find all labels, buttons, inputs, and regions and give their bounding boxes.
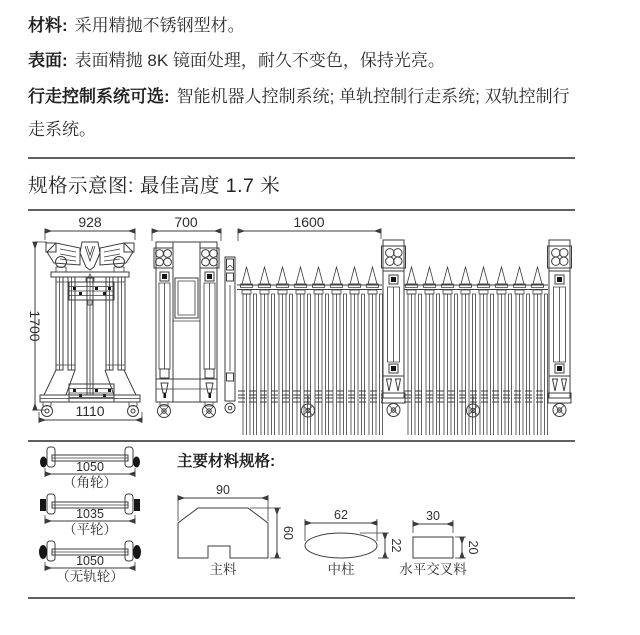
head-top-carriage	[69, 278, 114, 305]
main-profile-width: 90	[216, 483, 230, 497]
head-crown	[46, 242, 134, 277]
center-post-height: 22	[389, 538, 403, 553]
material-specs-title: 主要材料规格:	[177, 453, 276, 470]
center-post-width: 62	[334, 508, 348, 522]
surface-text: 表面精抛 8K 镜面处理，耐久不变色，保持光亮。	[74, 51, 445, 70]
divider-bottom	[28, 597, 575, 599]
material-line	[28, 9, 584, 42]
corner-wheel-label: （角轮）	[63, 475, 117, 490]
corner-wheel-dim: 1050	[76, 460, 104, 474]
dim-head-base-width	[39, 403, 142, 423]
material-text: 采用精抛不锈钢型材。	[74, 16, 245, 35]
flat-wheel-dim: 1035	[76, 507, 104, 521]
dim-head-height	[27, 242, 47, 410]
wheel-assembly-trackless	[39, 541, 141, 584]
gate-diagram	[0, 203, 640, 435]
wheel-assembly-flat	[40, 494, 140, 537]
bay1-guide-wheel	[302, 396, 315, 417]
dim-head-top-width	[45, 214, 135, 240]
retractable-fence	[237, 214, 572, 435]
trackless-wheel-label: （无轨轮）	[56, 569, 124, 584]
dim-body-width	[152, 214, 221, 241]
flat-wheel-label: （平轮）	[63, 522, 117, 537]
cross-bar-label: 水平交叉料	[399, 562, 467, 577]
control-text: 智能机器人控制系统; 单轨控制行走系统; 双轨控制行走系统。	[28, 87, 570, 139]
center-post-label: 中柱	[327, 562, 355, 577]
control-line	[28, 80, 584, 146]
main-profile-height: 60	[281, 526, 295, 540]
bay2-guide-wheel	[467, 396, 480, 417]
cross-bar-height: 20	[466, 540, 480, 555]
head-side-view	[152, 214, 235, 418]
fence-bay-2	[404, 267, 548, 435]
cross-bar-width: 30	[426, 509, 440, 523]
connector-post	[225, 257, 235, 413]
surface-label: 表面:	[28, 51, 68, 70]
head-front-view	[27, 214, 142, 423]
dim-1600: 1600	[293, 214, 325, 230]
center-post-drawing	[305, 508, 403, 577]
surface-line	[28, 44, 584, 77]
head-bottom-carriage	[69, 384, 114, 402]
main-profile-label: 主料	[209, 562, 237, 577]
fence-bay-1	[237, 267, 383, 435]
dim-700: 700	[174, 214, 198, 230]
dim-928: 928	[78, 214, 102, 230]
divider-top	[28, 157, 575, 159]
main-profile-drawing	[178, 483, 295, 577]
control-label: 行走控制系统可选:	[28, 87, 170, 106]
dim-1700: 1700	[27, 310, 43, 342]
wheel-assembly-corner	[40, 447, 140, 490]
intermediate-post	[382, 240, 406, 417]
material-label: 材料:	[28, 16, 68, 35]
spec-section-title: 规格示意图: 最佳高度 1.7 米	[28, 175, 281, 197]
dim-bay-width	[238, 214, 381, 241]
end-post	[548, 240, 572, 417]
cross-bar-drawing	[399, 509, 480, 577]
trackless-wheel-dim: 1050	[76, 554, 104, 568]
dim-1110: 1110	[75, 403, 105, 419]
bottom-section	[0, 435, 640, 592]
head-center-mast	[87, 274, 93, 395]
